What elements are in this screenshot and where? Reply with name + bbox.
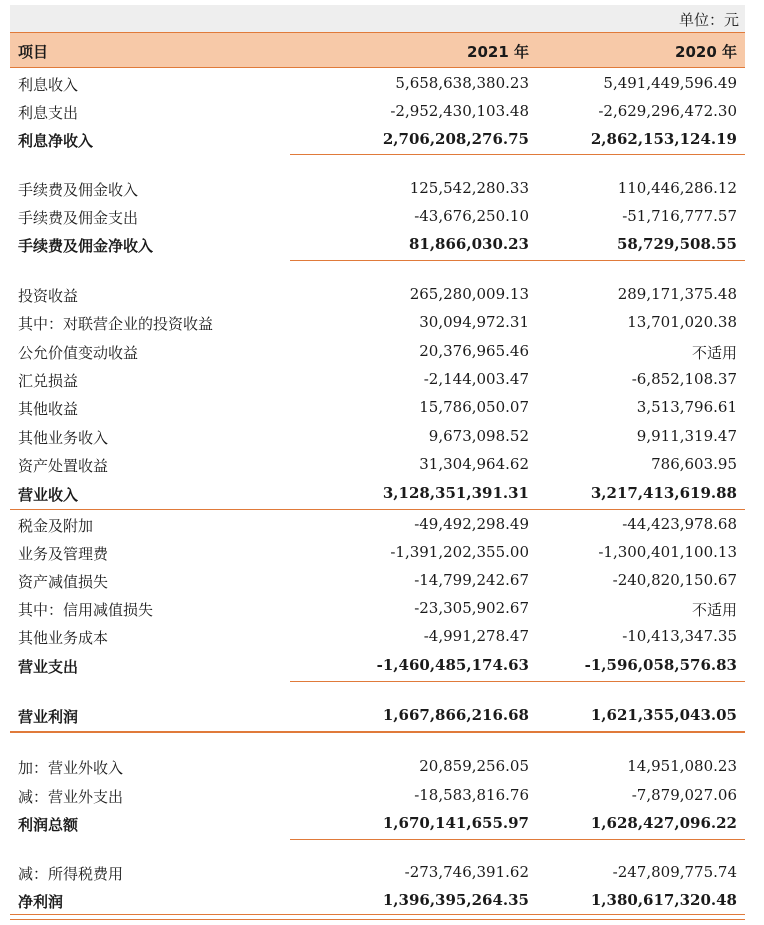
header-2020: 2020 年 xyxy=(675,43,737,61)
subtotal-rule xyxy=(290,839,745,840)
value-2020: 3,513,796.61 xyxy=(636,398,737,416)
value-2020: 13,701,020.38 xyxy=(627,313,737,331)
table-row-subtotal xyxy=(10,231,745,259)
value-2021: -23,305,902.67 xyxy=(414,599,529,617)
row-label: 营业收入 xyxy=(18,486,79,504)
table-row xyxy=(10,203,745,231)
table-row xyxy=(10,567,745,595)
value-2020: 1,628,427,096.22 xyxy=(590,814,737,832)
value-2021: -273,746,391.62 xyxy=(404,863,529,881)
row-label: 利息净收入 xyxy=(18,132,94,150)
row-label: 业务及管理费 xyxy=(18,545,109,563)
value-2020: 3,217,413,619.88 xyxy=(590,484,737,502)
value-2020: -6,852,108.37 xyxy=(631,370,737,388)
value-2020: -2,629,296,472.30 xyxy=(598,102,737,120)
row-label: 其他业务成本 xyxy=(18,629,109,647)
value-2020: -7,879,027.06 xyxy=(631,786,737,804)
value-2021: 2,706,208,276.75 xyxy=(382,130,529,148)
table-row xyxy=(10,98,745,126)
row-label: 减：营业外支出 xyxy=(18,788,124,806)
table-row xyxy=(10,539,745,567)
row-label: 手续费及佣金收入 xyxy=(18,181,139,199)
value-2021: -1,460,485,174.63 xyxy=(376,656,529,674)
section-rule xyxy=(10,509,745,510)
header-item: 项目 xyxy=(18,43,49,61)
value-2021: -2,144,003.47 xyxy=(423,370,529,388)
value-2021: 20,376,965.46 xyxy=(419,342,529,360)
table-row xyxy=(10,70,745,98)
row-label: 其他业务收入 xyxy=(18,429,109,447)
table-row xyxy=(10,423,745,451)
value-2021: -43,676,250.10 xyxy=(414,207,529,225)
value-2021: 3,128,351,391.31 xyxy=(382,484,529,502)
value-2021: -14,799,242.67 xyxy=(414,571,529,589)
table-row xyxy=(10,366,745,394)
value-2020: -240,820,150.67 xyxy=(612,571,737,589)
row-label: 手续费及佣金净收入 xyxy=(18,237,154,255)
value-2021: 1,667,866,216.68 xyxy=(382,706,529,724)
value-2021: -4,991,278.47 xyxy=(423,627,529,645)
table-row-subtotal xyxy=(10,126,745,154)
table-row xyxy=(10,309,745,337)
row-label: 资产减值损失 xyxy=(18,573,109,591)
value-2021: 125,542,280.33 xyxy=(409,179,529,197)
unit-row xyxy=(10,5,745,32)
value-2021: 5,658,638,380.23 xyxy=(395,74,529,92)
table-row-subtotal xyxy=(10,702,745,730)
table-row xyxy=(10,281,745,309)
value-2020: -247,809,775.74 xyxy=(612,863,737,881)
value-2021: 15,786,050.07 xyxy=(419,398,529,416)
table-row-subtotal xyxy=(10,480,745,508)
value-2020: 9,911,319.47 xyxy=(636,427,737,445)
row-label: 公允价值变动收益 xyxy=(18,344,139,362)
table-row-total xyxy=(10,887,745,915)
subtotal-rule xyxy=(290,260,745,261)
value-2021: -1,391,202,355.00 xyxy=(390,543,529,561)
value-2020: 不适用 xyxy=(691,344,737,362)
row-label: 其中：信用减值损失 xyxy=(18,601,154,619)
value-2020: 786,603.95 xyxy=(651,455,737,473)
row-label: 减：所得税费用 xyxy=(18,865,124,883)
table-row-subtotal xyxy=(10,810,745,838)
value-2020: 289,171,375.48 xyxy=(617,285,737,303)
row-label: 加：营业外收入 xyxy=(18,759,124,777)
row-label: 其中：对联营企业的投资收益 xyxy=(18,315,214,333)
row-label: 手续费及佣金支出 xyxy=(18,209,139,227)
value-2020: 58,729,508.55 xyxy=(616,235,737,253)
section-rule xyxy=(10,731,745,733)
row-label: 税金及附加 xyxy=(18,517,94,535)
table-row xyxy=(10,451,745,479)
row-label: 利息支出 xyxy=(18,104,79,122)
table-row xyxy=(10,782,745,810)
value-2020: -51,716,777.57 xyxy=(622,207,737,225)
value-2020: -44,423,978.68 xyxy=(622,515,737,533)
value-2020: 不适用 xyxy=(691,601,737,619)
row-label: 营业利润 xyxy=(18,708,79,726)
total-double-rule xyxy=(10,914,745,920)
value-2020: 5,491,449,596.49 xyxy=(603,74,737,92)
table-row xyxy=(10,623,745,651)
row-label: 资产处置收益 xyxy=(18,457,109,475)
value-2020: -10,413,347.35 xyxy=(622,627,737,645)
value-2020: 2,862,153,124.19 xyxy=(590,130,737,148)
value-2021: 1,396,395,264.35 xyxy=(382,891,529,909)
table-row xyxy=(10,338,745,366)
value-2020: 14,951,080.23 xyxy=(627,757,737,775)
value-2020: -1,300,401,100.13 xyxy=(598,543,737,561)
value-2021: 31,304,964.62 xyxy=(419,455,529,473)
table-row-subtotal xyxy=(10,652,745,680)
value-2020: 1,621,355,043.05 xyxy=(590,706,737,724)
table-row xyxy=(10,595,745,623)
row-label: 利润总额 xyxy=(18,816,79,834)
subtotal-rule xyxy=(290,154,745,155)
row-label: 汇兑损益 xyxy=(18,372,79,390)
row-label: 净利润 xyxy=(18,893,64,911)
value-2021: 81,866,030.23 xyxy=(408,235,529,253)
value-2020: 1,380,617,320.48 xyxy=(590,891,737,909)
value-2021: 9,673,098.52 xyxy=(428,427,529,445)
table-row xyxy=(10,511,745,539)
value-2021: 20,859,256.05 xyxy=(419,757,529,775)
table-row xyxy=(10,175,745,203)
row-label: 其他收益 xyxy=(18,400,79,418)
value-2021: 265,280,009.13 xyxy=(409,285,529,303)
value-2021: -49,492,298.49 xyxy=(414,515,529,533)
value-2020: 110,446,286.12 xyxy=(617,179,737,197)
table-row xyxy=(10,753,745,781)
table-row xyxy=(10,394,745,422)
row-label: 营业支出 xyxy=(18,658,79,676)
row-label: 利息收入 xyxy=(18,76,79,94)
value-2020: -1,596,058,576.83 xyxy=(584,656,737,674)
row-label: 投资收益 xyxy=(18,287,79,305)
table-header xyxy=(10,32,745,68)
value-2021: 1,670,141,655.97 xyxy=(382,814,529,832)
value-2021: -2,952,430,103.48 xyxy=(390,102,529,120)
subtotal-rule xyxy=(290,681,745,682)
value-2021: -18,583,816.76 xyxy=(414,786,529,804)
unit-label: 单位：元 xyxy=(678,11,739,29)
value-2021: 30,094,972.31 xyxy=(419,313,529,331)
header-2021: 2021 年 xyxy=(467,43,529,61)
table-row xyxy=(10,859,745,887)
